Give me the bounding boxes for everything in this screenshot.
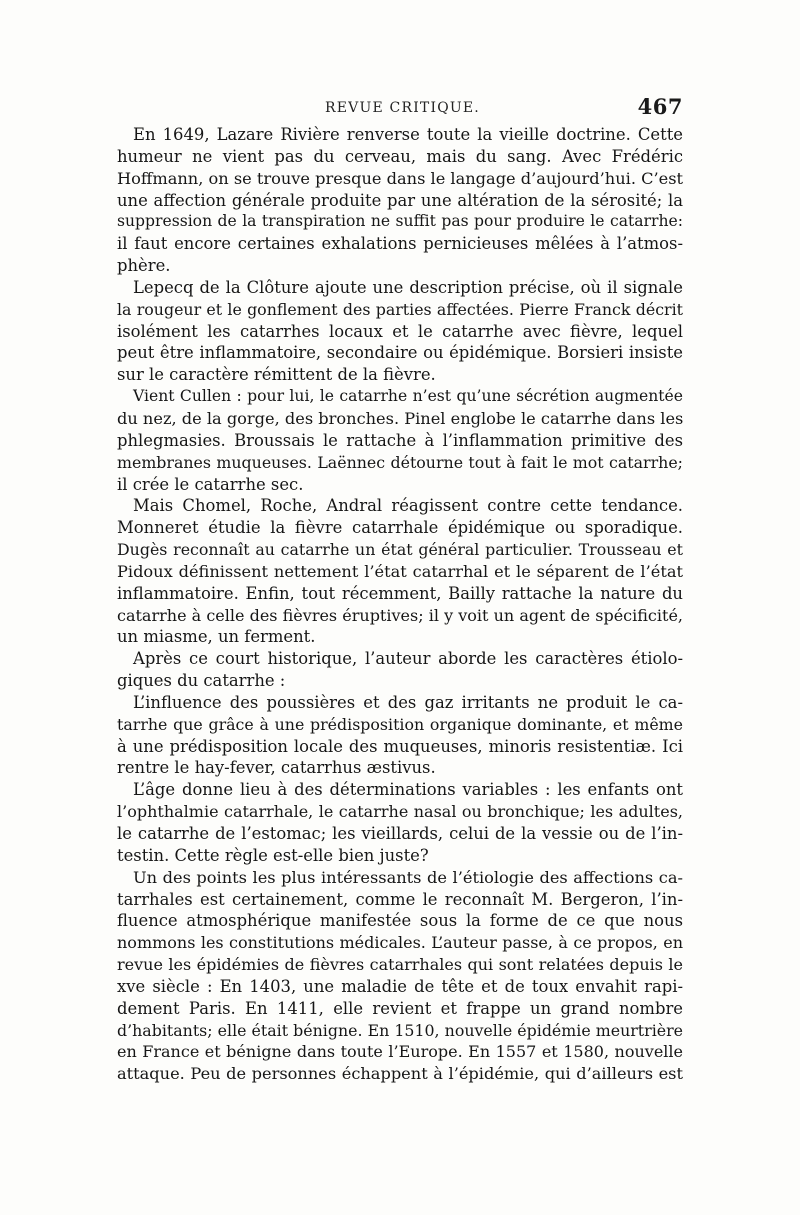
- text-line: il crée le catarrhe sec.: [117, 474, 304, 494]
- text-line: Hoffmann, on se trouve presque dans le langage d’aujourd’hui. C’est: [117, 168, 684, 188]
- text-line: tarrhe que grâce à une prédisposition organique dominante, et même: [117, 714, 683, 734]
- text-line: Pidoux définissent nettement l’état catarrhal et le séparent de l’état: [117, 561, 683, 581]
- text-line: phlegmasies. Broussais le rattache à l’inflammation primitive des: [117, 430, 683, 450]
- text-line: L’influence des poussières et des gaz irritants ne produit le ca-: [133, 692, 683, 712]
- text-line: l’ophthalmie catarrhale, le catarrhe nasal ou bronchique; les adultes,: [117, 802, 683, 822]
- text-line: nommons les constitutions médicales. L’auteur passe, à ce propos, en: [117, 933, 683, 953]
- text-line: une affection générale produite par une altération de la sérosité; la: [117, 190, 683, 210]
- text-line: il faut encore certaines exhalations pernicieuses mêlées à l’atmos-: [117, 234, 683, 254]
- text-line: Un des points les plus intéressants de l’étiologie des affections ca-: [133, 867, 683, 887]
- text-line: testin. Cette règle est-elle bien juste?: [117, 845, 429, 865]
- text-line: le catarrhe de l’estomac; les vieillards, celui de la vessie ou de l’in-: [117, 824, 683, 843]
- text-line: En 1649, Lazare Rivière renverse toute la vieille doctrine. Cette: [133, 125, 683, 144]
- text-line: suppression de la transpiration ne suffit pas pour produire le catarrhe:: [117, 212, 683, 231]
- text-line: peut être inflammatoire, secondaire ou épidémique. Borsieri insiste: [117, 343, 683, 363]
- text-line: Vient Cullen : pour lui, le catarrhe n’est qu’une sécrétion augmentée: [133, 387, 683, 406]
- text-line: un miasme, un ferment.: [117, 627, 316, 647]
- text-line: L’âge donne lieu à des déterminations variables : les enfants ont: [133, 780, 683, 800]
- running-head: REVUE CRITIQUE.: [325, 100, 480, 116]
- text-line: isolément les catarrhes locaux et le catarrhe avec fièvre, lequel: [117, 321, 683, 341]
- text-line: xve siècle : En 1403, une maladie de tête et de toux envahit rapi-: [117, 976, 683, 996]
- text-line: d’habitants; elle était bénigne. En 1510, nouvelle épidémie meurtrière: [117, 1020, 683, 1040]
- text-line: revue les épidémies de fièvres catarrhales qui sont relatées depuis le: [117, 955, 683, 975]
- text-line: phère.: [117, 256, 171, 276]
- page-header: [117, 94, 683, 120]
- text-line: à une prédisposition locale des muqueuses, minoris resistentiæ. Ici: [117, 736, 683, 756]
- body-text: [117, 124, 683, 1085]
- text-line: rentre le hay-fever, catarrhus æstivus.: [117, 758, 436, 778]
- text-line: Après ce court historique, l’auteur aborde les caractères étiolo-: [133, 649, 683, 669]
- text-line: attaque. Peu de personnes échappent à l’épidémie, qui d’ailleurs est: [117, 1064, 683, 1084]
- text-line: catarrhe à celle des fièvres éruptives; il y voit un agent de spécificité,: [117, 605, 683, 625]
- page-number: 467: [637, 94, 683, 119]
- text-line: inflammatoire. Enfin, tout récemment, Bailly rattache la nature du: [117, 583, 683, 603]
- text-line: Lepecq de la Clôture ajoute une description précise, où il signale: [133, 277, 683, 297]
- text-line: sur le caractère rémittent de la fièvre.: [117, 365, 436, 385]
- text-line: du nez, de la gorge, des bronches. Pinel englobe le catarrhe dans les: [117, 408, 684, 428]
- text-line: Mais Chomel, Roche, Andral réagissent contre cette tendance.: [133, 496, 683, 516]
- text-line: la rougeur et le gonflement des parties affectées. Pierre Franck décrit: [117, 299, 683, 319]
- text-line: Monneret étudie la fièvre catarrhale épidémique ou sporadique.: [117, 518, 683, 538]
- text-line: giques du catarrhe :: [117, 671, 286, 691]
- text-line: dement Paris. En 1411, elle revient et frappe un grand nombre: [117, 998, 683, 1018]
- text-line: fluence atmosphérique manifestée sous la forme de ce que nous: [117, 911, 683, 931]
- text-line: membranes muqueuses. Laënnec détourne tout à fait le mot catarrhe;: [117, 452, 683, 472]
- text-line: tarrhales est certainement, comme le reconnaît M. Bergeron, l’in-: [117, 889, 683, 909]
- text-line: en France et bénigne dans toute l’Europe. En 1557 et 1580, nouvelle: [117, 1042, 683, 1062]
- text-line: humeur ne vient pas du cerveau, mais du sang. Avec Frédéric: [117, 146, 683, 166]
- text-line: Dugès reconnaît au catarrhe un état général particulier. Trousseau et: [117, 540, 683, 560]
